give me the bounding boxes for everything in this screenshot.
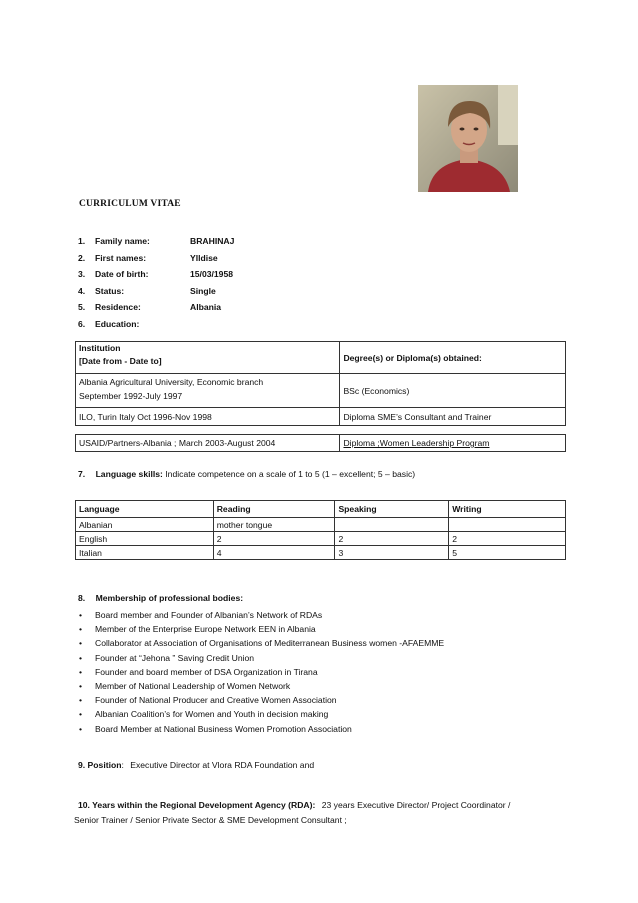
item-number: 3.	[78, 269, 86, 279]
table-row	[76, 408, 566, 426]
section-number: 7.	[78, 469, 86, 479]
bullet-icon: •	[79, 666, 83, 677]
list-item-text: Collaborator at Association of Organisations of Mediterranean Business women -AFAEMME	[95, 638, 445, 649]
table-row	[76, 435, 566, 452]
item-number: 5.	[78, 302, 86, 312]
table-cell: English	[76, 532, 214, 546]
colon: :	[121, 760, 124, 770]
list-item	[78, 608, 444, 622]
table-row	[76, 518, 566, 532]
field-value: Albania	[190, 302, 222, 312]
field-label: Date of birth:	[95, 269, 149, 279]
field-value: 15/03/1958	[190, 269, 234, 279]
table-cell	[449, 518, 566, 532]
column-header: Speaking	[335, 501, 449, 518]
header-line: Institution	[79, 343, 121, 353]
item-number: 4.	[78, 286, 86, 296]
institution-cell: ILO, Turin Italy Oct 1996-Nov 1998	[76, 408, 340, 426]
language-skills-heading	[78, 469, 415, 479]
field-label: Status:	[95, 286, 125, 296]
header-line: [Date from - Date to]	[79, 356, 162, 366]
item-number: 1.	[78, 236, 86, 246]
table-cell	[335, 518, 449, 532]
table-row	[76, 532, 566, 546]
list-item	[78, 707, 444, 721]
column-header: Language	[76, 501, 214, 518]
education-table	[75, 341, 566, 426]
field-label: Family name:	[95, 236, 150, 246]
institution-cell	[76, 374, 340, 408]
column-header: Writing	[449, 501, 566, 518]
section-note: Indicate competence on a scale of 1 to 5 (1 – excellent; 5 – basic)	[165, 469, 416, 479]
table-cell: mother tongue	[213, 518, 335, 532]
years-line-2: Senior Trainer / Senior Private Sector & SME Development Consultant ;	[74, 815, 347, 825]
cv-title: CURRICULUM VITAE	[79, 199, 181, 209]
list-item	[78, 651, 444, 665]
column-header: Reading	[213, 501, 335, 518]
cell-line: Albania Agricultural University, Economic branch	[79, 377, 264, 387]
field-label: First names:	[95, 253, 147, 263]
membership-heading	[78, 593, 243, 603]
list-item	[78, 693, 444, 707]
bullet-icon: •	[79, 695, 83, 706]
table-cell: 3	[335, 546, 449, 560]
degree-cell: BSc (Economics)	[340, 374, 566, 408]
membership-list	[78, 608, 444, 736]
years-line-1	[78, 800, 510, 810]
item-number: 2.	[78, 253, 86, 263]
years-value: 23 years Executive Director/ Project Coordinator /	[321, 800, 511, 810]
table-header-row	[76, 342, 566, 374]
section-title: Language skills:	[95, 469, 163, 479]
list-item	[78, 622, 444, 636]
position-value: Executive Director at Vlora RDA Foundation and	[130, 760, 315, 770]
position-line	[78, 760, 314, 770]
list-item-text: Founder and board member of DSA Organization in Tirana	[95, 666, 318, 677]
list-item-text: Board member and Founder of Albanian’s Network of RDAs	[95, 610, 323, 620]
table-cell: Italian	[76, 546, 214, 560]
table-row	[76, 374, 566, 408]
degree-header: Degree(s) or Diploma(s) obtained:	[340, 342, 566, 374]
list-item-text: Albanian Coalition’s for Women and Youth in decision making	[95, 709, 329, 720]
table-cell: Albanian	[76, 518, 214, 532]
field-value: Ylldise	[190, 253, 218, 263]
list-item-text: Founder of National Producer and Creative Women Association	[95, 695, 337, 706]
field-label: Education:	[95, 319, 140, 329]
bullet-icon: •	[79, 652, 83, 663]
language-table	[75, 500, 566, 560]
list-item	[78, 636, 444, 650]
table-cell: 5	[449, 546, 566, 560]
degree-cell: Diploma SME’s Consultant and Trainer	[340, 408, 566, 426]
table-cell: 2	[213, 532, 335, 546]
list-item-text: Member of the Enterprise Europe Network EEN in Albania	[95, 624, 316, 635]
list-item-text: Member of National Leadership of Women Network	[95, 680, 291, 691]
bullet-icon: •	[79, 638, 83, 649]
list-item-text: Founder at “Jehona ” Saving Credit Union	[95, 652, 255, 663]
bullet-icon: •	[79, 624, 83, 635]
list-item	[78, 665, 444, 679]
section-title: 10. Years within the Regional Development Agency (RDA):	[78, 800, 316, 810]
list-item	[78, 679, 444, 693]
institution-cell: USAID/Partners-Albania ; March 2003-August 2004	[76, 435, 340, 452]
bullet-icon: •	[79, 723, 83, 734]
table-cell: 2	[335, 532, 449, 546]
section-number: 8.	[78, 593, 86, 603]
section-title: 9. Position	[78, 760, 122, 770]
section-title: Membership of professional bodies:	[95, 593, 244, 603]
bullet-icon: •	[79, 680, 83, 691]
field-value: Single	[190, 286, 216, 296]
education-extra-table	[75, 434, 566, 452]
table-cell: 4	[213, 546, 335, 560]
table-row	[76, 546, 566, 560]
field-label: Residence:	[95, 302, 141, 312]
profile-photo	[418, 85, 518, 192]
table-header-row	[76, 501, 566, 518]
list-item	[78, 722, 444, 736]
item-number: 6.	[78, 319, 86, 329]
field-value: BRAHINAJ	[190, 236, 235, 246]
institution-header	[76, 342, 340, 374]
list-item-text: Board Member at National Business Women Promotion Association	[95, 723, 352, 734]
bullet-icon: •	[79, 610, 83, 620]
bullet-icon: •	[79, 709, 83, 720]
cell-line: September 1992-July 1997	[79, 391, 183, 401]
degree-cell: Diploma ;Women Leadership Program	[340, 435, 566, 452]
table-cell: 2	[449, 532, 566, 546]
